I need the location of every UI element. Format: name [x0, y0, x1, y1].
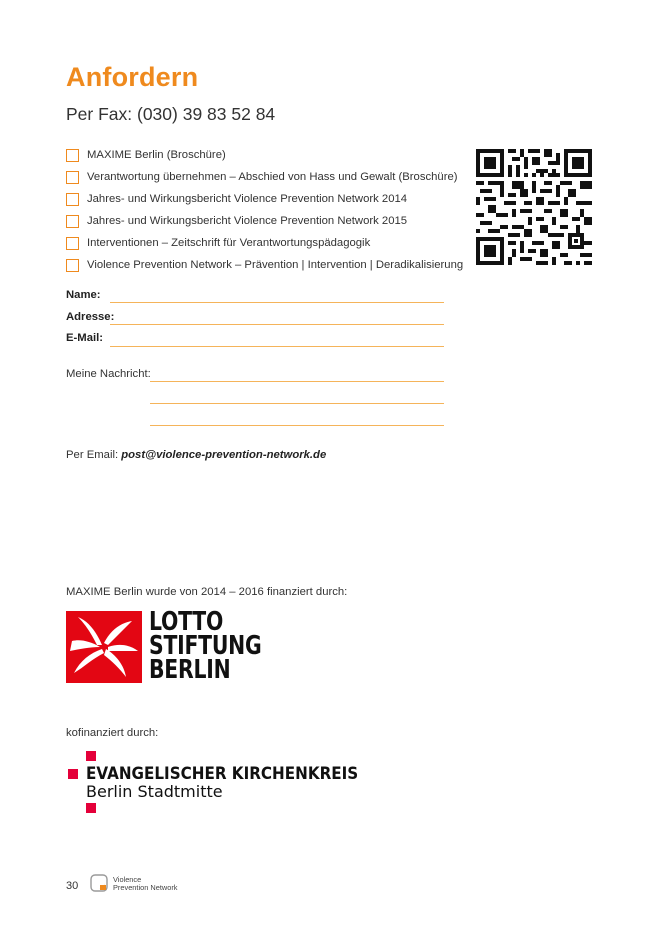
order-item-label: Jahres- und Wirkungsbericht Violence Prevention Network 2015: [87, 215, 408, 227]
logo-square-icon: [86, 803, 96, 813]
lotto-line: BERLIN: [149, 655, 231, 685]
checkbox[interactable]: [66, 237, 79, 250]
ekk-title: EVANGELISCHER KIRCHENKREIS: [86, 764, 359, 783]
order-item-label: MAXIME Berlin (Broschüre): [87, 149, 226, 161]
name-label: Name:: [66, 289, 101, 301]
vpn-logo-line: Prevention Network: [113, 883, 178, 892]
email-address-link[interactable]: post@violence-prevention-network.de: [121, 449, 327, 461]
logo-square-icon: [68, 769, 78, 779]
vpn-logo-line: Violence: [113, 875, 142, 884]
qr-code[interactable]: [476, 149, 592, 265]
order-item[interactable]: [66, 210, 463, 232]
ekk-subtitle: Berlin Stadtmitte: [86, 782, 223, 801]
message-field-line[interactable]: [150, 425, 444, 426]
order-item-label: Interventionen – Zeitschrift für Verantwortungspädagogik: [87, 237, 371, 249]
page-title: Anfordern: [66, 62, 199, 92]
address-label: Adresse:: [66, 311, 115, 323]
lotto-line: STIFTUNG: [149, 631, 262, 661]
name-field[interactable]: [110, 302, 444, 303]
order-item[interactable]: [66, 254, 463, 276]
lotto-line: LOTTO: [149, 607, 224, 637]
message-label: Meine Nachricht:: [66, 368, 151, 380]
order-item-label: Verantwortung übernehmen – Abschied von Hass und Gewalt (Broschüre): [87, 171, 458, 183]
order-checklist: [66, 144, 463, 276]
checkbox[interactable]: [66, 259, 79, 272]
order-item[interactable]: [66, 232, 463, 254]
vpn-logo-icon: [90, 874, 109, 893]
order-item-label: Jahres- und Wirkungsbericht Violence Prevention Network 2014: [87, 193, 408, 205]
checkbox[interactable]: [66, 149, 79, 162]
address-field[interactable]: [110, 324, 444, 325]
logo-square-icon: [86, 751, 96, 761]
lotto-wordmark: [149, 607, 262, 685]
checkbox[interactable]: [66, 171, 79, 184]
order-item[interactable]: [66, 166, 463, 188]
order-item-label: Violence Prevention Network – Prävention | Intervention | Deradikalisierung: [87, 259, 464, 271]
email-field[interactable]: [110, 346, 444, 347]
message-field-line[interactable]: [150, 381, 444, 382]
email-label: E-Mail:: [66, 332, 104, 344]
funding-text: MAXIME Berlin wurde von 2014 – 2016 finanziert durch:: [66, 586, 348, 598]
checkbox[interactable]: [66, 215, 79, 228]
message-field-line[interactable]: [150, 403, 444, 404]
page-number: 30: [66, 880, 79, 892]
order-item[interactable]: [66, 188, 463, 210]
checkbox[interactable]: [66, 193, 79, 206]
cofunding-text: kofinanziert durch:: [66, 727, 159, 739]
email-prefix: Per Email:: [66, 449, 122, 461]
order-item[interactable]: [66, 144, 463, 166]
email-contact: [66, 449, 326, 461]
vpn-logo-text: [113, 876, 178, 892]
fax-number: Per Fax: (030) 39 83 52 84: [66, 104, 276, 124]
lotto-clover-logo-icon: [66, 611, 142, 683]
